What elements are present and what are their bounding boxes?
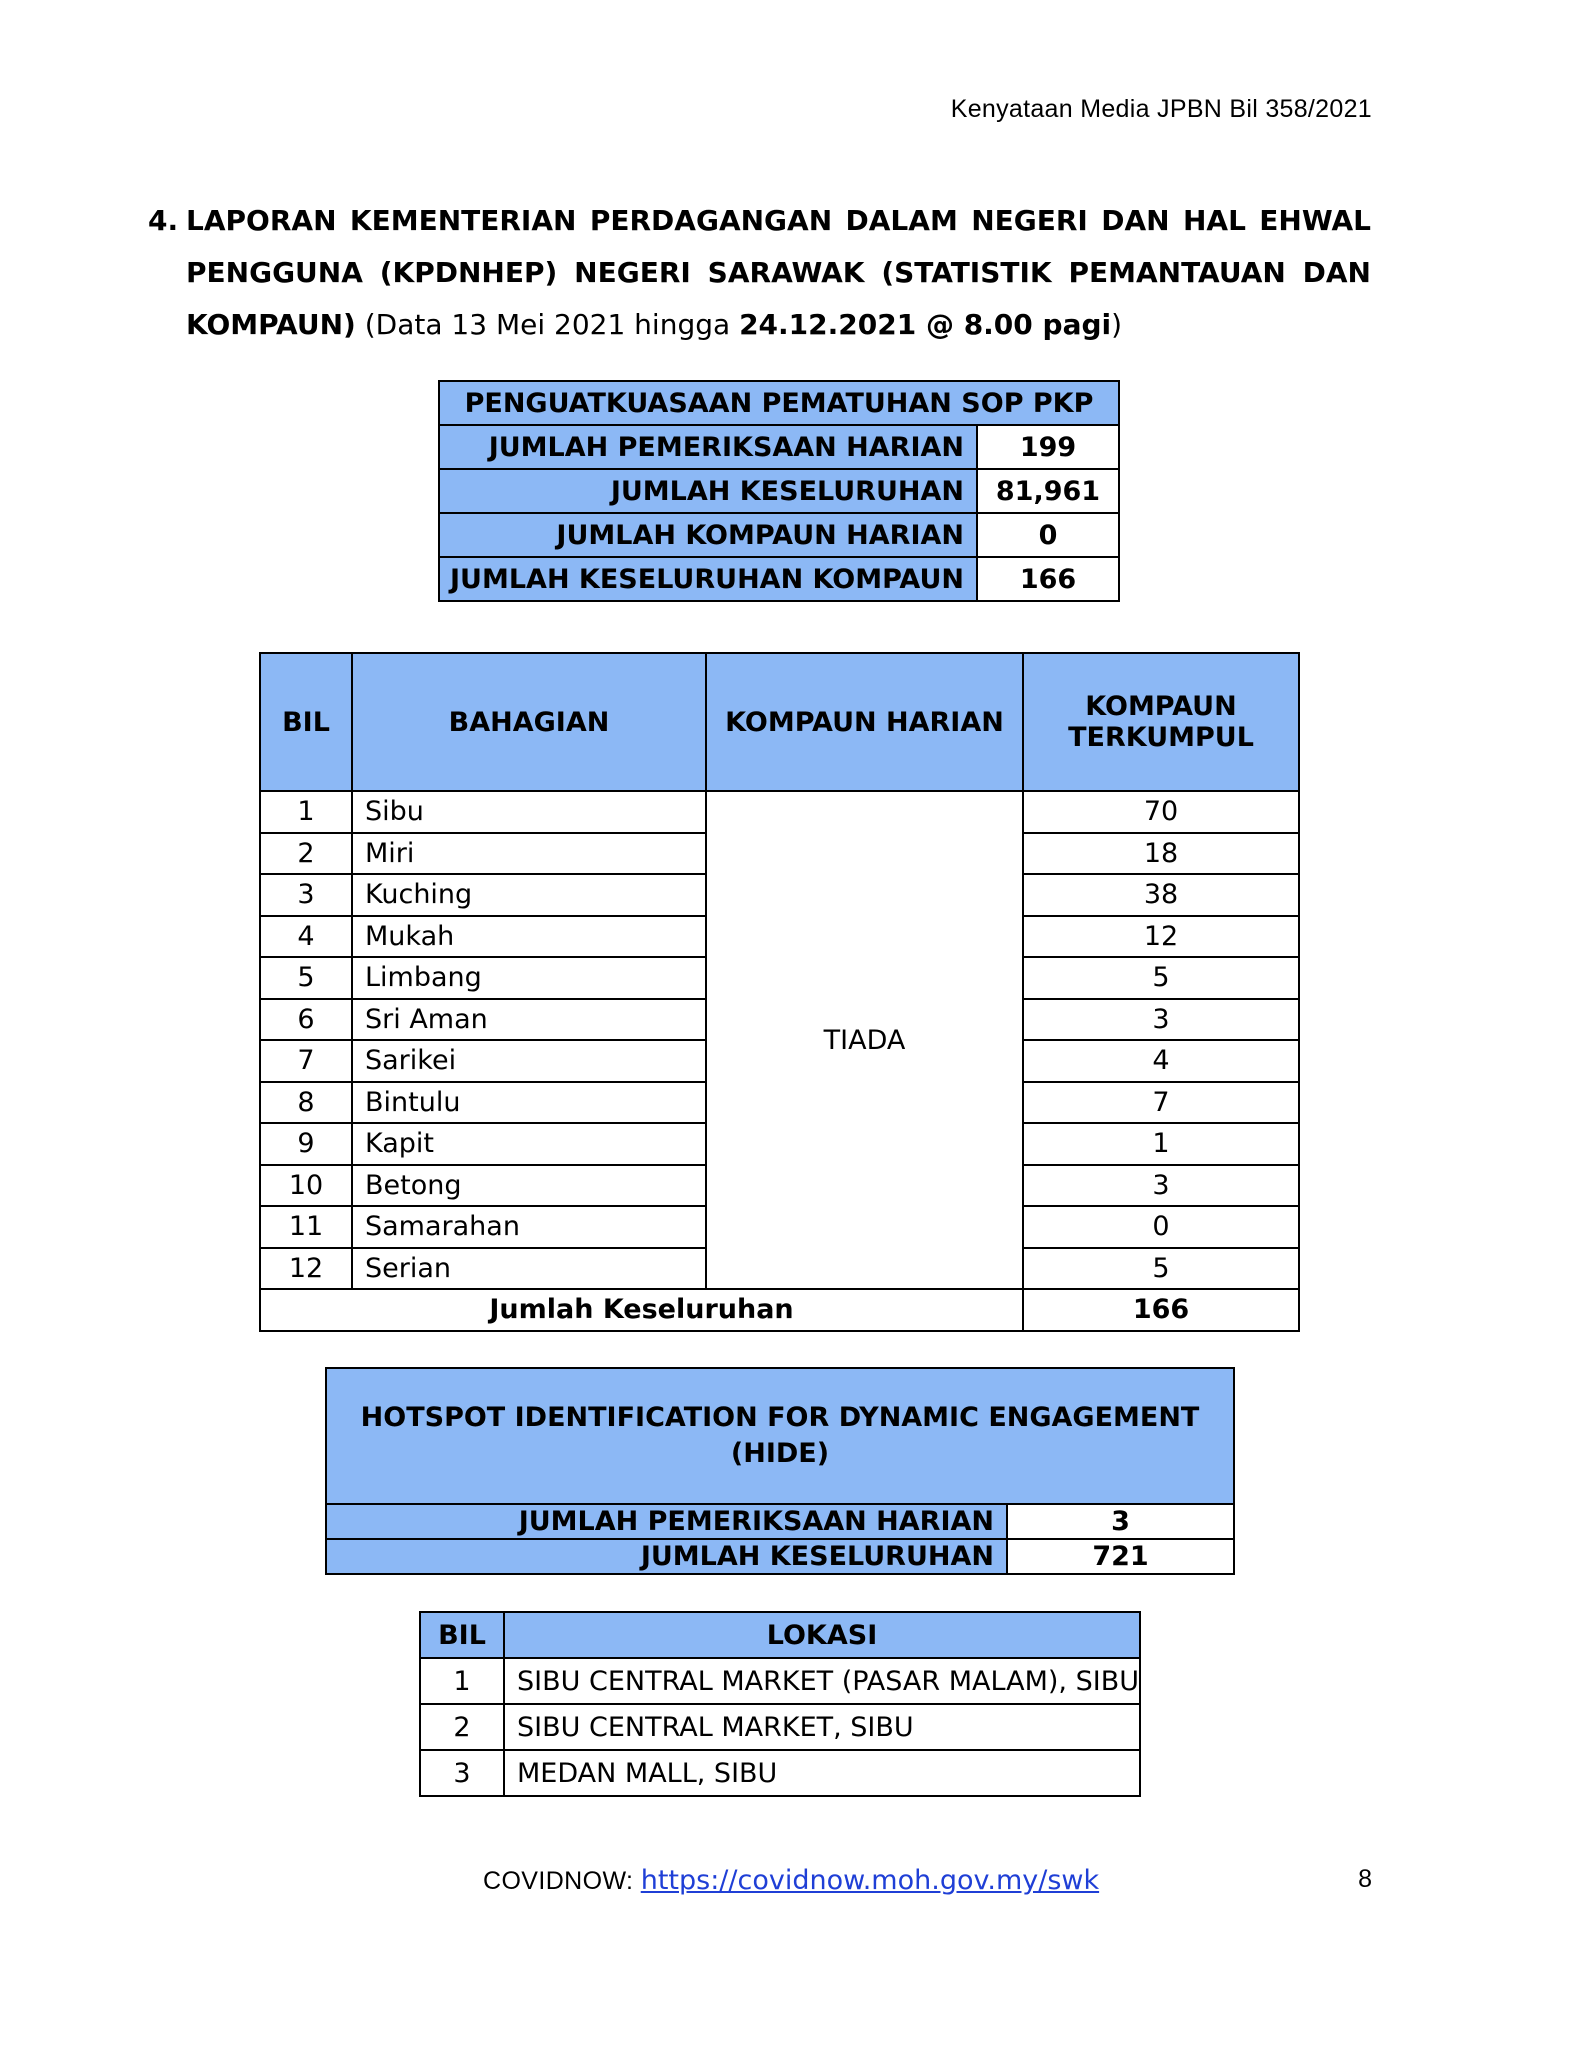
table-row (439, 425, 1119, 469)
column-header-kompaun-terkumpul: KOMPAUN TERKUMPUL (1023, 653, 1299, 791)
cell-kompaun-terkumpul: 1 (1023, 1123, 1299, 1165)
cell-bil: 1 (420, 1658, 504, 1704)
cell-kompaun-terkumpul: 18 (1023, 833, 1299, 875)
cell-bahagian: Serian (352, 1248, 706, 1290)
sop-row-label: JUMLAH KESELURUHAN (439, 469, 977, 513)
table-row (326, 1539, 1234, 1574)
table-row (420, 1658, 1140, 1704)
document-reference: Kenyataan Media JPBN Bil 358/2021 (950, 95, 1372, 123)
total-value: 166 (1023, 1289, 1299, 1331)
cell-bil: 3 (420, 1750, 504, 1796)
hide-summary-table (325, 1367, 1235, 1575)
cell-kompaun-terkumpul: 4 (1023, 1040, 1299, 1082)
covidnow-link[interactable]: https://covidnow.moh.gov.my/swk (640, 1865, 1100, 1896)
table-row (439, 557, 1119, 601)
sop-row-value: 81,961 (977, 469, 1119, 513)
cell-bil: 4 (260, 916, 352, 958)
sop-row-label: JUMLAH KOMPAUN HARIAN (439, 513, 977, 557)
total-label: Jumlah Keseluruhan (260, 1289, 1023, 1331)
cell-bil: 1 (260, 791, 352, 833)
section-line-3-bold: KOMPAUN) (186, 308, 356, 341)
cell-bil: 10 (260, 1165, 352, 1207)
column-header-lokasi: LOKASI (504, 1612, 1140, 1658)
cell-kompaun-terkumpul: 3 (1023, 999, 1299, 1041)
cell-lokasi: SIBU CENTRAL MARKET, SIBU (504, 1704, 1140, 1750)
cell-bil: 7 (260, 1040, 352, 1082)
section-number: 4. (148, 204, 179, 237)
section-line-3-plain: (Data 13 Mei 2021 hingga (355, 308, 740, 341)
cell-kompaun-terkumpul: 38 (1023, 874, 1299, 916)
cell-bil: 6 (260, 999, 352, 1041)
cell-bil: 3 (260, 874, 352, 916)
cell-kompaun-terkumpul: 0 (1023, 1206, 1299, 1248)
section-line-2: PENGGUNA (KPDNHEP) NEGERI SARAWAK (STATISTIK PEMANTAUAN DAN (186, 256, 1371, 289)
hide-row-label: JUMLAH KESELURUHAN (326, 1539, 1007, 1574)
lokasi-table (419, 1611, 1141, 1797)
table-total-row (260, 1289, 1299, 1331)
sop-row-label: JUMLAH PEMERIKSAAN HARIAN (439, 425, 977, 469)
cell-bahagian: Betong (352, 1165, 706, 1207)
cell-lokasi: SIBU CENTRAL MARKET (PASAR MALAM), SIBU (504, 1658, 1140, 1704)
cell-bahagian: Sarikei (352, 1040, 706, 1082)
cell-bil: 12 (260, 1248, 352, 1290)
column-header-bahagian: BAHAGIAN (352, 653, 706, 791)
footer-prefix: COVIDNOW: (483, 1867, 641, 1895)
table-row (439, 469, 1119, 513)
kompaun-bahagian-table (259, 652, 1300, 1332)
column-header-bil: BIL (260, 653, 352, 791)
sop-row-value: 166 (977, 557, 1119, 601)
cell-bahagian: Sri Aman (352, 999, 706, 1041)
sop-summary-table (438, 380, 1120, 602)
cell-bahagian: Kapit (352, 1123, 706, 1165)
column-header-bil: BIL (420, 1612, 504, 1658)
sop-title: PENGUATKUASAAN PEMATUHAN SOP PKP (439, 381, 1119, 425)
section-heading (148, 195, 1371, 351)
cell-kompaun-terkumpul: 3 (1023, 1165, 1299, 1207)
cell-kompaun-terkumpul: 5 (1023, 957, 1299, 999)
sop-row-label: JUMLAH KESELURUHAN KOMPAUN (439, 557, 977, 601)
cell-kompaun-terkumpul: 70 (1023, 791, 1299, 833)
cell-bil: 2 (260, 833, 352, 875)
cell-kompaun-terkumpul: 12 (1023, 916, 1299, 958)
cell-bil: 5 (260, 957, 352, 999)
cell-bil: 9 (260, 1123, 352, 1165)
column-header-kompaun-harian: KOMPAUN HARIAN (706, 653, 1023, 791)
hide-row-value: 721 (1007, 1539, 1234, 1574)
hide-title-line-2: (HIDE) (730, 1438, 830, 1469)
hide-row-label: JUMLAH PEMERIKSAAN HARIAN (326, 1504, 1007, 1539)
cell-bahagian: Kuching (352, 874, 706, 916)
sop-row-value: 199 (977, 425, 1119, 469)
cell-bil: 8 (260, 1082, 352, 1124)
sop-row-value: 0 (977, 513, 1119, 557)
table-row (420, 1704, 1140, 1750)
cell-kompaun-terkumpul: 7 (1023, 1082, 1299, 1124)
cell-bahagian: Sibu (352, 791, 706, 833)
hide-title-line-1: HOTSPOT IDENTIFICATION FOR DYNAMIC ENGAGEMENT (360, 1402, 1200, 1433)
section-line-3-date: 24.12.2021 @ 8.00 pagi (739, 308, 1112, 341)
page-number: 8 (1358, 1865, 1372, 1893)
cell-bahagian: Mukah (352, 916, 706, 958)
cell-bahagian: Miri (352, 833, 706, 875)
cell-bahagian: Limbang (352, 957, 706, 999)
cell-kompaun-terkumpul: 5 (1023, 1248, 1299, 1290)
footer (483, 1865, 1099, 1896)
hide-row-value: 3 (1007, 1504, 1234, 1539)
cell-bahagian: Bintulu (352, 1082, 706, 1124)
cell-lokasi: MEDAN MALL, SIBU (504, 1750, 1140, 1796)
table-row (260, 791, 1299, 833)
cell-bil: 2 (420, 1704, 504, 1750)
table-row (326, 1504, 1234, 1539)
cell-bahagian: Samarahan (352, 1206, 706, 1248)
hide-title (326, 1368, 1234, 1504)
section-line-3-close: ) (1111, 308, 1123, 341)
table-row (439, 513, 1119, 557)
section-line-1: LAPORAN KEMENTERIAN PERDAGANGAN DALAM NEGERI DAN HAL EHWAL (186, 204, 1371, 237)
cell-kompaun-harian: TIADA (706, 791, 1023, 1289)
table-row (420, 1750, 1140, 1796)
cell-bil: 11 (260, 1206, 352, 1248)
